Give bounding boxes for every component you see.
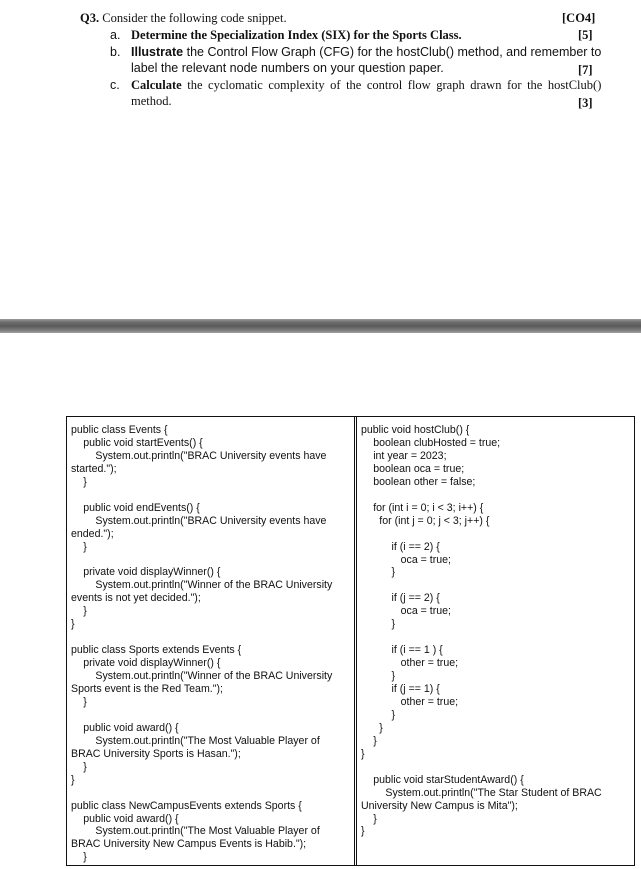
right-code-line: other = true; [400,695,459,708]
right-code-line: } [391,670,396,683]
left-code-line: ended."); [71,527,114,540]
left-code-line: } [83,695,87,708]
part-c-text-cont: method. [131,94,172,108]
left-code-line: public class NewCampusEvents extends Sports { [71,799,302,812]
right-code-line: if (i == 2) { [391,540,440,553]
left-code-line: events is not yet decided."); [71,592,201,605]
right-code-line: for (int j = 0; j < 3; j++) { [379,514,490,527]
part-b-marks: [7] [578,63,593,77]
left-code-line: System.out.println("Winner of the BRAC University [95,579,333,592]
right-code-line: if (i == 1 ) { [391,644,443,657]
right-code-line: int year = 2023; [373,449,447,462]
course-outcome-tag: [CO4] [562,11,596,25]
right-code-line: } [391,566,396,579]
right-code-line: boolean other = false; [373,475,476,488]
part-c-lead: Calculate [131,78,182,92]
left-code-line: public void award() { [83,812,179,825]
part-a-text: Determine the Specialization Index (SIX) for the Sports Class. [131,28,462,42]
code-table [66,416,635,866]
question-number: Q3. [80,11,100,25]
right-code-line: } [379,721,383,734]
left-code-line: private void displayWinner() { [83,566,221,579]
part-b-lead: Illustrate [131,45,184,59]
left-code-line: BRAC University New Campus Events is Habib."); [71,838,307,851]
page-separator-bar [0,319,641,333]
part-a-marks: [5] [578,28,593,42]
left-code-line: } [83,760,87,773]
left-code-line: started."); [71,462,117,475]
part-c-label: c. [110,78,120,92]
left-code-line: } [83,475,87,488]
left-code-line: public void award() { [83,721,179,734]
left-code-line: private void displayWinner() { [83,657,221,670]
right-code-line: } [373,812,377,825]
question-block [0,0,641,120]
part-a-label: a. [110,28,121,42]
part-c-line1 [131,77,601,93]
right-code-line: oca = true; [400,553,451,566]
part-c-text: the cyclomatic complexity of the control flow graph drawn for the hostClub() [187,78,602,92]
right-code-line: other = true; [400,657,459,670]
right-code-line: boolean clubHosted = true; [373,436,501,449]
left-code-line: public void startEvents() { [83,436,203,449]
right-code-line: oca = true; [400,605,451,618]
question-intro-text: Consider the following code snippet. [102,11,287,25]
right-code-line: public void hostClub() { [361,424,470,436]
left-code-line: public class Sports extends Events { [71,644,242,657]
part-c-marks: [3] [578,96,593,110]
left-code-line: public class Events { [71,424,168,436]
left-code-line: } [83,851,87,864]
right-code-line: University New Campus is Mita"); [361,799,518,812]
left-code-line: } [83,605,87,618]
left-code-line: System.out.println("The Most Valuable Player of [95,734,320,747]
left-code-line: BRAC University Sports is Hasan."); [71,747,241,760]
left-code-line: Sports event is the Red Team."); [71,683,223,695]
right-code-line: if (j == 2) { [391,592,440,605]
part-b-text-cont: label the relevant node numbers on your question paper. [131,61,444,75]
left-code-line: System.out.println("BRAC University events have [95,449,327,462]
right-code-line: System.out.println("The Star Student of BRAC [385,786,602,799]
left-code-line: System.out.println("The Most Valuable Player of [95,825,320,838]
right-code-line: } [373,734,377,747]
right-code-line: public void starStudentAward() { [373,773,524,786]
left-code-line: } [71,618,75,631]
question-intro [80,10,287,26]
left-code-line: } [71,773,75,786]
column-divider [354,417,357,865]
right-code-line: } [361,825,365,838]
right-code-line: boolean oca = true; [373,462,465,475]
right-code-line: if (j == 1) { [391,683,440,695]
part-b-line1 [131,44,601,60]
left-code-line: } [83,540,87,553]
left-code-line: public void endEvents() { [83,501,200,514]
right-code-line: } [361,747,365,760]
right-code-line: } [391,618,396,631]
left-code-line: System.out.println("Winner of the BRAC University [95,670,333,683]
left-code-line: System.out.println("BRAC University events have [95,514,327,527]
part-b-text: the Control Flow Graph (CFG) for the hostClub() method, and remember to [186,45,602,59]
right-code-line: for (int i = 0; i < 3; i++) { [373,501,484,514]
part-b-label: b. [110,45,121,59]
right-code-line: } [391,708,396,721]
